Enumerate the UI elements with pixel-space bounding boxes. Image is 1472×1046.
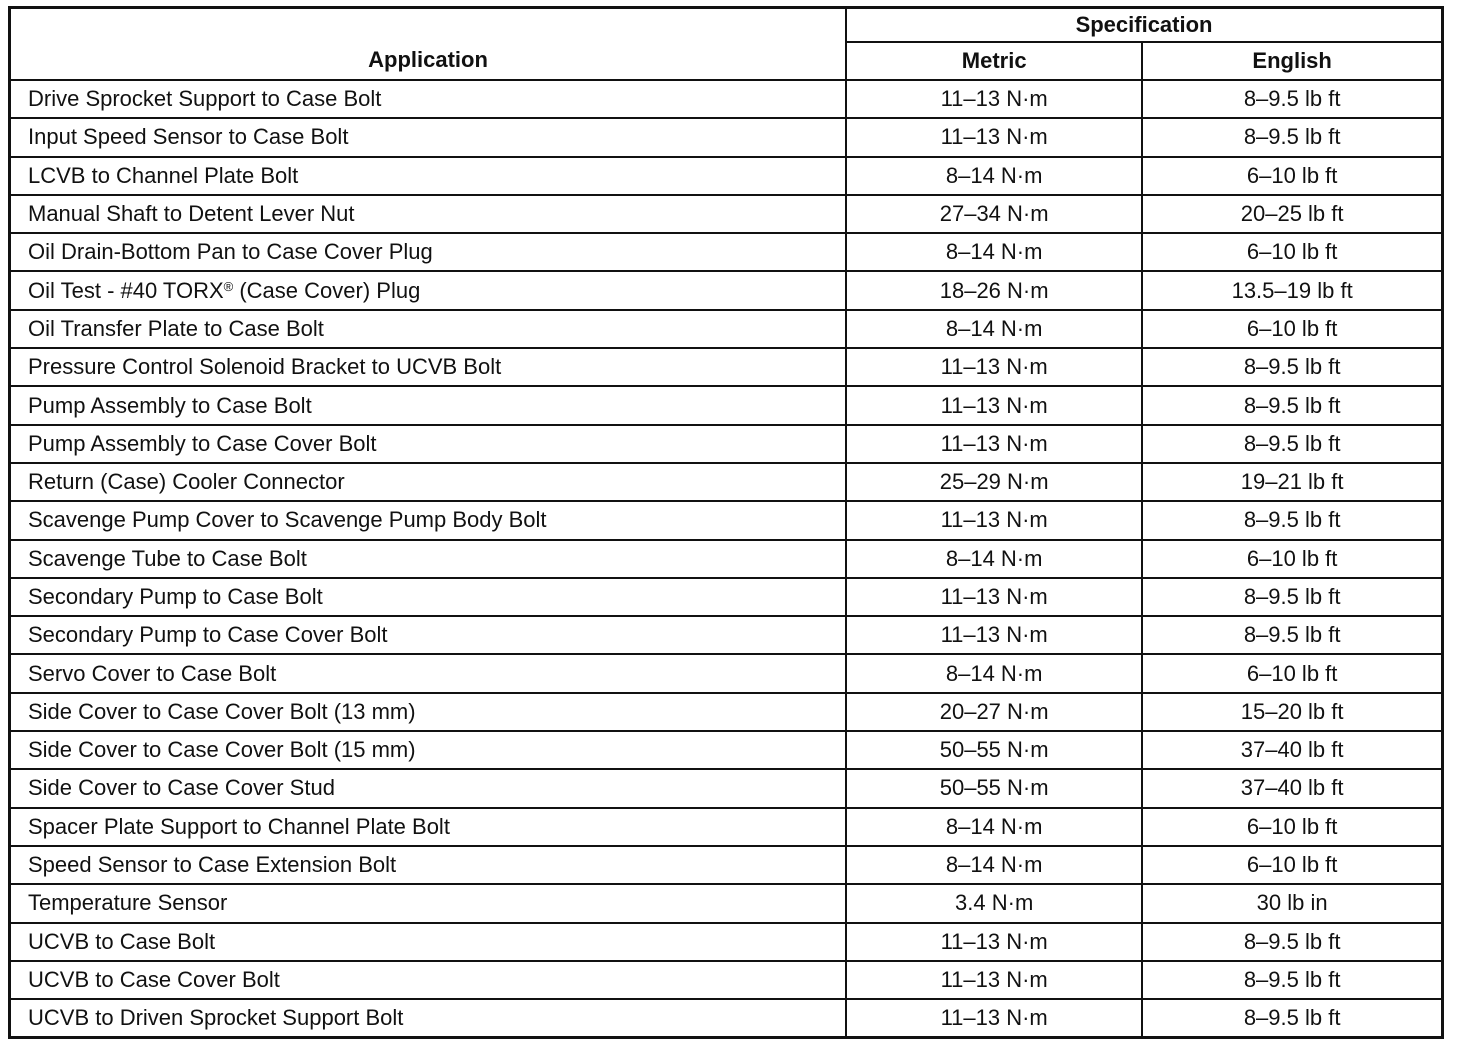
cell-metric: 11–13 N·m xyxy=(846,616,1142,654)
cell-application: Pump Assembly to Case Bolt xyxy=(10,386,847,424)
table-row xyxy=(10,578,1443,616)
cell-english: 6–10 lb ft xyxy=(1142,808,1442,846)
cell-application: Temperature Sensor xyxy=(10,884,847,922)
table-row xyxy=(10,348,1443,386)
cell-english: 15–20 lb ft xyxy=(1142,693,1442,731)
table-row xyxy=(10,961,1443,999)
table-row xyxy=(10,731,1443,769)
table-row xyxy=(10,999,1443,1038)
cell-application: Pressure Control Solenoid Bracket to UCVB Bolt xyxy=(10,348,847,386)
cell-english: 6–10 lb ft xyxy=(1142,310,1442,348)
cell-metric: 50–55 N·m xyxy=(846,731,1142,769)
table-row xyxy=(10,80,1443,118)
cell-english: 13.5–19 lb ft xyxy=(1142,271,1442,309)
cell-application: Side Cover to Case Cover Bolt (13 mm) xyxy=(10,693,847,731)
cell-metric: 8–14 N·m xyxy=(846,310,1142,348)
cell-application: Spacer Plate Support to Channel Plate Bolt xyxy=(10,808,847,846)
table-row xyxy=(10,540,1443,578)
cell-application: Drive Sprocket Support to Case Bolt xyxy=(10,80,847,118)
table-row xyxy=(10,884,1443,922)
cell-metric: 25–29 N·m xyxy=(846,463,1142,501)
table-row xyxy=(10,425,1443,463)
table-row xyxy=(10,463,1443,501)
cell-application: Oil Transfer Plate to Case Bolt xyxy=(10,310,847,348)
cell-application: Secondary Pump to Case Cover Bolt xyxy=(10,616,847,654)
table-row xyxy=(10,693,1443,731)
cell-english: 8–9.5 lb ft xyxy=(1142,616,1442,654)
cell-application: LCVB to Channel Plate Bolt xyxy=(10,157,847,195)
cell-english: 8–9.5 lb ft xyxy=(1142,961,1442,999)
cell-application: Speed Sensor to Case Extension Bolt xyxy=(10,846,847,884)
cell-metric: 11–13 N·m xyxy=(846,348,1142,386)
table-row xyxy=(10,501,1443,539)
cell-metric: 8–14 N·m xyxy=(846,540,1142,578)
cell-metric: 18–26 N·m xyxy=(846,271,1142,309)
cell-metric: 50–55 N·m xyxy=(846,769,1142,807)
cell-english: 8–9.5 lb ft xyxy=(1142,386,1442,424)
registered-mark: ® xyxy=(223,278,234,294)
table-row xyxy=(10,769,1443,807)
cell-metric: 11–13 N·m xyxy=(846,118,1142,156)
cell-metric: 11–13 N·m xyxy=(846,923,1142,961)
cell-metric: 8–14 N·m xyxy=(846,808,1142,846)
cell-metric: 11–13 N·m xyxy=(846,999,1142,1038)
table-row xyxy=(10,271,1443,309)
header-application: Application xyxy=(10,8,847,81)
cell-application: Oil Drain-Bottom Pan to Case Cover Plug xyxy=(10,233,847,271)
cell-application: Scavenge Pump Cover to Scavenge Pump Body Bolt xyxy=(10,501,847,539)
table-row xyxy=(10,118,1443,156)
cell-english: 8–9.5 lb ft xyxy=(1142,425,1442,463)
table-row xyxy=(10,808,1443,846)
cell-metric: 11–13 N·m xyxy=(846,386,1142,424)
table-row xyxy=(10,157,1443,195)
cell-english: 8–9.5 lb ft xyxy=(1142,118,1442,156)
cell-metric: 11–13 N·m xyxy=(846,501,1142,539)
table-row xyxy=(10,386,1443,424)
table-body xyxy=(10,80,1443,1038)
table-row xyxy=(10,846,1443,884)
header-english: English xyxy=(1142,42,1442,80)
cell-english: 30 lb in xyxy=(1142,884,1442,922)
header-metric: Metric xyxy=(846,42,1142,80)
cell-metric: 11–13 N·m xyxy=(846,578,1142,616)
cell-application: UCVB to Case Cover Bolt xyxy=(10,961,847,999)
cell-metric: 8–14 N·m xyxy=(846,157,1142,195)
cell-application: Input Speed Sensor to Case Bolt xyxy=(10,118,847,156)
cell-english: 8–9.5 lb ft xyxy=(1142,80,1442,118)
cell-english: 6–10 lb ft xyxy=(1142,654,1442,692)
cell-english: 6–10 lb ft xyxy=(1142,540,1442,578)
cell-metric: 8–14 N·m xyxy=(846,846,1142,884)
cell-metric: 8–14 N·m xyxy=(846,654,1142,692)
cell-application: Servo Cover to Case Bolt xyxy=(10,654,847,692)
cell-english: 19–21 lb ft xyxy=(1142,463,1442,501)
table-row xyxy=(10,654,1443,692)
cell-metric: 11–13 N·m xyxy=(846,961,1142,999)
cell-english: 8–9.5 lb ft xyxy=(1142,923,1442,961)
cell-metric: 8–14 N·m xyxy=(846,233,1142,271)
table-header xyxy=(10,8,1443,81)
table-row xyxy=(10,616,1443,654)
cell-metric: 20–27 N·m xyxy=(846,693,1142,731)
cell-metric: 27–34 N·m xyxy=(846,195,1142,233)
cell-application: UCVB to Case Bolt xyxy=(10,923,847,961)
torque-spec-table xyxy=(8,6,1444,1039)
cell-application: Scavenge Tube to Case Bolt xyxy=(10,540,847,578)
header-specification: Specification xyxy=(846,8,1442,43)
cell-application: Return (Case) Cooler Connector xyxy=(10,463,847,501)
cell-metric: 3.4 N·m xyxy=(846,884,1142,922)
cell-english: 6–10 lb ft xyxy=(1142,846,1442,884)
cell-application: Manual Shaft to Detent Lever Nut xyxy=(10,195,847,233)
cell-application: Pump Assembly to Case Cover Bolt xyxy=(10,425,847,463)
cell-application: Oil Test - #40 TORX® (Case Cover) Plug xyxy=(10,271,847,309)
cell-english: 37–40 lb ft xyxy=(1142,731,1442,769)
table-row xyxy=(10,233,1443,271)
cell-application: Side Cover to Case Cover Bolt (15 mm) xyxy=(10,731,847,769)
header-row-top xyxy=(10,8,1443,43)
cell-english: 8–9.5 lb ft xyxy=(1142,578,1442,616)
cell-english: 20–25 lb ft xyxy=(1142,195,1442,233)
cell-metric: 11–13 N·m xyxy=(846,425,1142,463)
cell-english: 8–9.5 lb ft xyxy=(1142,348,1442,386)
table-row xyxy=(10,310,1443,348)
cell-application: Secondary Pump to Case Bolt xyxy=(10,578,847,616)
cell-application: Side Cover to Case Cover Stud xyxy=(10,769,847,807)
cell-english: 8–9.5 lb ft xyxy=(1142,501,1442,539)
table-row xyxy=(10,195,1443,233)
cell-english: 6–10 lb ft xyxy=(1142,233,1442,271)
cell-application: UCVB to Driven Sprocket Support Bolt xyxy=(10,999,847,1038)
cell-english: 37–40 lb ft xyxy=(1142,769,1442,807)
cell-english: 6–10 lb ft xyxy=(1142,157,1442,195)
cell-english: 8–9.5 lb ft xyxy=(1142,999,1442,1038)
cell-metric: 11–13 N·m xyxy=(846,80,1142,118)
table-row xyxy=(10,923,1443,961)
